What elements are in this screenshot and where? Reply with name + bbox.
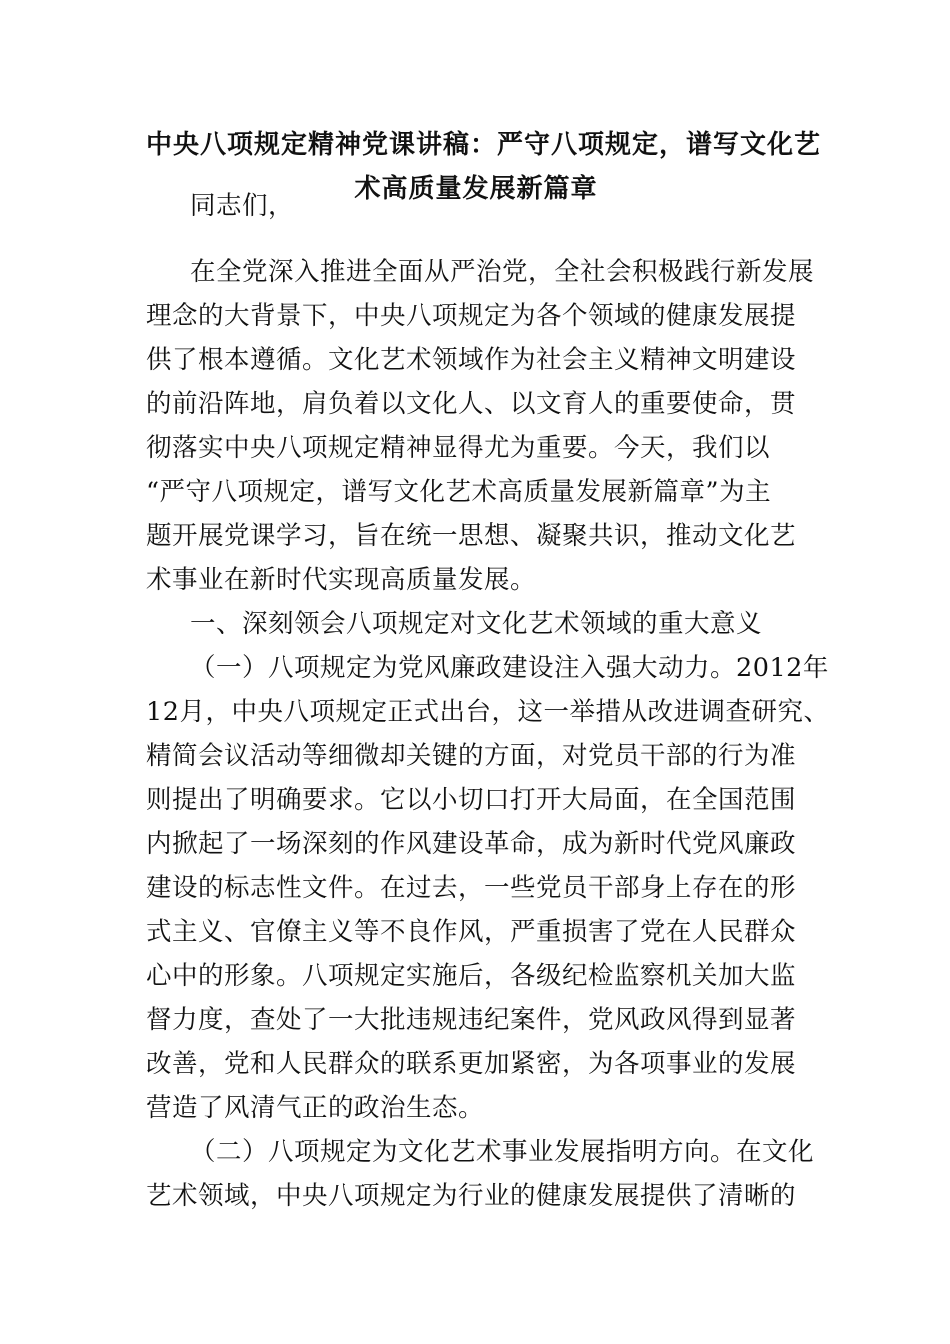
- paragraph-line: 营造了风清气正的政治生态。: [146, 1093, 485, 1123]
- paragraph-line: 题开展党课学习，旨在统一思想、凝聚共识，推动文化艺: [146, 521, 797, 551]
- paragraph-line: 12月，中央八项规定正式出台，这一举措从改进调查研究、: [146, 697, 830, 727]
- paragraph-line: 督力度，查处了一大批违规违纪案件，党风政风得到显著: [146, 1005, 797, 1035]
- paragraph-line: “严守八项规定，谱写文化艺术高质量发展新篇章”为主: [146, 477, 772, 507]
- section-heading: 一、深刻领会八项规定对文化艺术领域的重大意义: [190, 609, 763, 639]
- paragraph-line: 精简会议活动等细微却关键的方面，对党员干部的行为准: [146, 741, 797, 771]
- paragraph-line: 的前沿阵地，肩负着以文化人、以文育人的重要使命，贯: [146, 389, 797, 419]
- paragraph-line: （一）八项规定为党风廉政建设注入强大动力。2012年: [190, 653, 829, 683]
- paragraph-line: 式主义、官僚主义等不良作风，严重损害了党在人民群众: [146, 917, 797, 947]
- document-title-line-2: 术高质量发展新篇章: [354, 174, 598, 204]
- document-title-line-1: 中央八项规定精神党课讲稿：严守八项规定，谱写文化艺: [146, 130, 822, 160]
- paragraph-line: 建设的标志性文件。在过去，一些党员干部身上存在的形: [146, 873, 797, 903]
- paragraph-line: （二）八项规定为文化艺术事业发展指明方向。在文化: [190, 1137, 815, 1167]
- paragraph-line: 心中的形象。八项规定实施后，各级纪检监察机关加大监: [146, 961, 797, 991]
- paragraph-line: 供了根本遵循。文化艺术领域作为社会主义精神文明建设: [146, 345, 797, 375]
- paragraph-line: 在全党深入推进全面从严治党，全社会积极践行新发展: [190, 257, 815, 287]
- paragraph-line: 理念的大背景下，中央八项规定为各个领域的健康发展提: [146, 301, 797, 331]
- paragraph-line: 改善，党和人民群众的联系更加紧密，为各项事业的发展: [146, 1049, 797, 1079]
- salutation: 同志们，: [190, 191, 295, 221]
- paragraph-line: 彻落实中央八项规定精神显得尤为重要。今天，我们以: [146, 433, 771, 463]
- paragraph-line: 则提出了明确要求。它以小切口打开大局面，在全国范围: [146, 785, 797, 815]
- paragraph-line: 术事业在新时代实现高质量发展。: [146, 565, 537, 595]
- paragraph-line: 内掀起了一场深刻的作风建设革命，成为新时代党风廉政: [146, 829, 797, 859]
- paragraph-line: 艺术领域，中央八项规定为行业的健康发展提供了清晰的: [146, 1181, 797, 1211]
